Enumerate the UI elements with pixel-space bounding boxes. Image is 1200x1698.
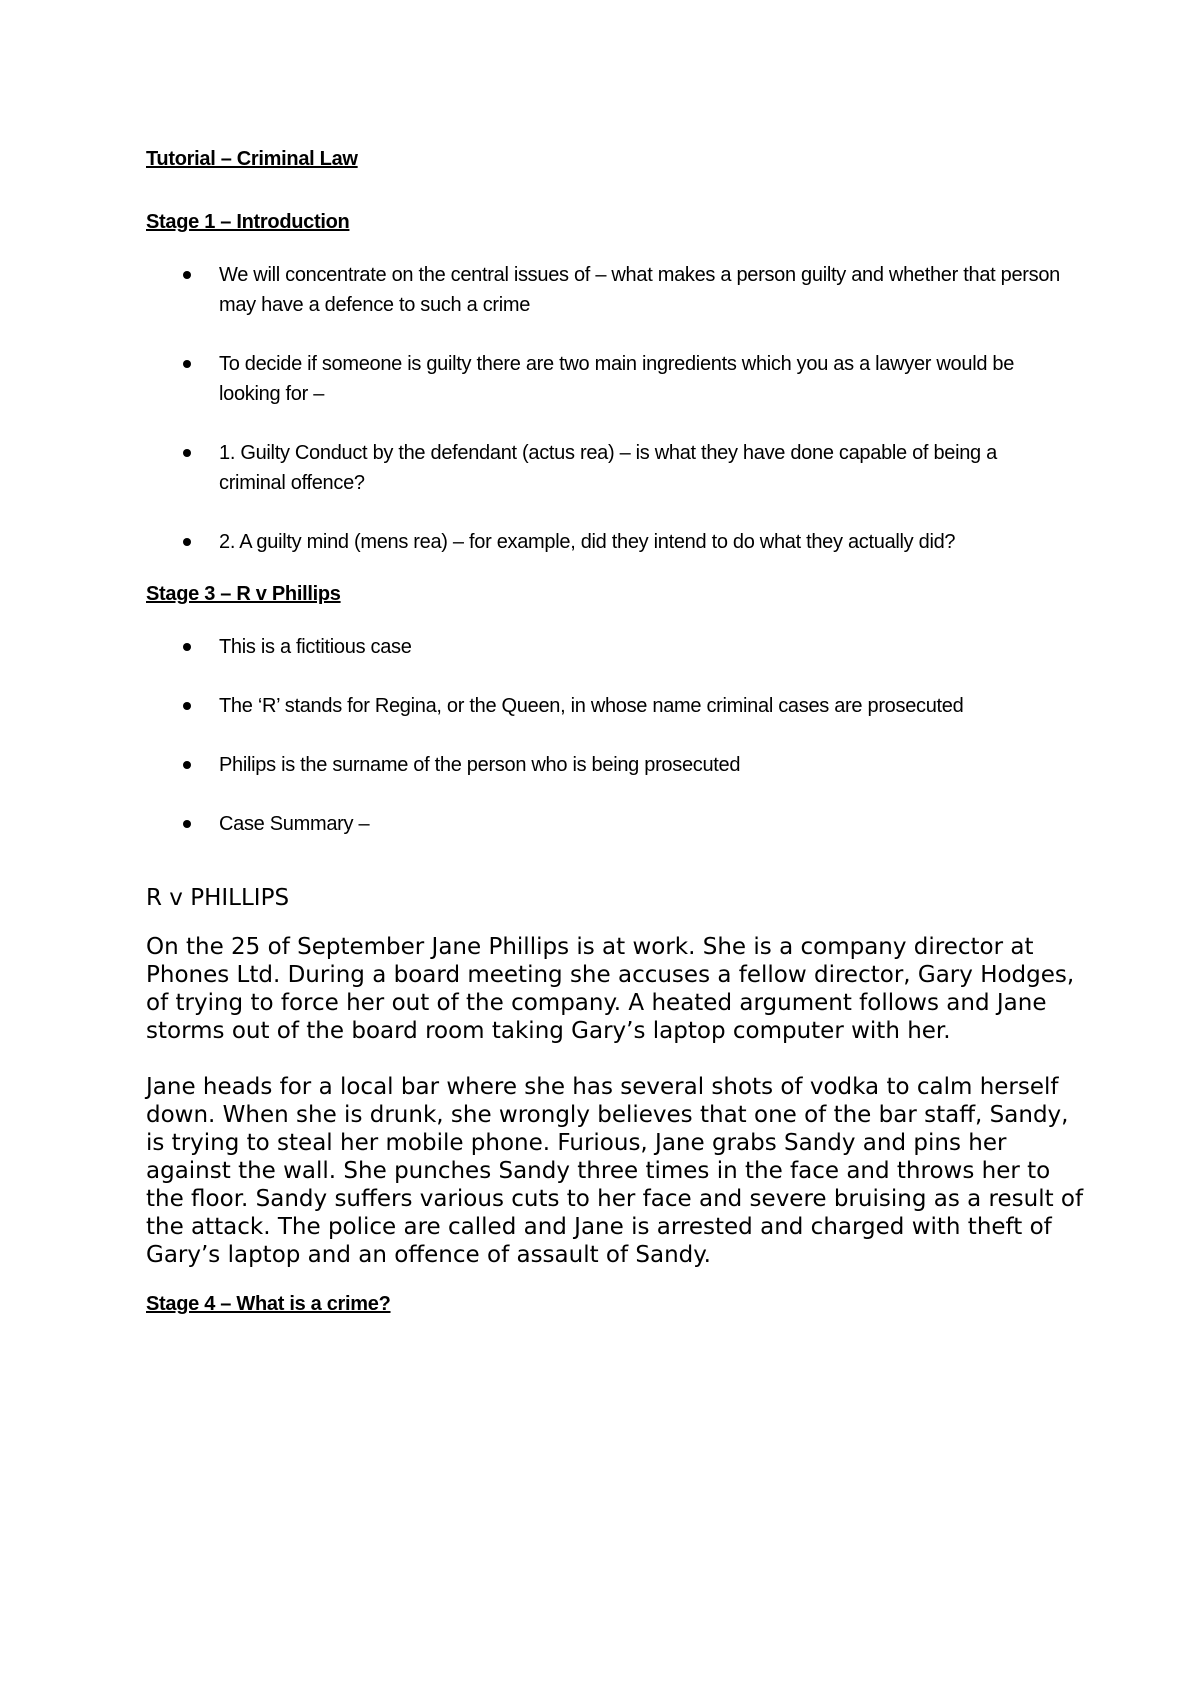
document-content bbox=[146, 140, 1084, 1316]
bullet-icon bbox=[183, 538, 191, 546]
bullet-icon bbox=[183, 643, 191, 651]
list-item-text: 2. A guilty mind (mens rea) – for example, did they intend to do what they actually did? bbox=[219, 531, 956, 553]
list-item-text: Philips is the surname of the person who is being prosecuted bbox=[219, 754, 741, 776]
stage-4-heading: Stage 4 – What is a crime? bbox=[146, 1293, 391, 1315]
list-item bbox=[146, 809, 1066, 839]
bullet-icon bbox=[183, 702, 191, 710]
bullet-icon bbox=[183, 820, 191, 828]
list-item-text: The ‘R’ stands for Regina, or the Queen, in whose name criminal cases are prosecuted bbox=[219, 695, 964, 717]
bullet-icon bbox=[183, 449, 191, 457]
list-item bbox=[146, 691, 1066, 721]
list-item-text: 1. Guilty Conduct by the defendant (actus rea) – is what they have done capable of being a criminal offence? bbox=[219, 442, 997, 494]
list-item bbox=[146, 750, 1066, 780]
list-item bbox=[146, 527, 1066, 557]
list-item-text: Case Summary – bbox=[219, 813, 370, 835]
list-item bbox=[146, 349, 1066, 409]
list-item bbox=[146, 632, 1066, 662]
bullet-icon bbox=[183, 271, 191, 279]
list-item bbox=[146, 260, 1066, 320]
bullet-icon bbox=[183, 360, 191, 368]
case-paragraph: Jane heads for a local bar where she has several shots of vodka to calm herself down. When she is drunk, she wrongly believes that one of the bar staff, Sandy, is trying to steal her mobile phone. Furious, Jane grabs Sandy and pins her against the wall. She punches Sandy three times in the face and throws her to the floor. Sandy suffers various cuts to her face and severe bruising as a result of the attack. The police are called and Jane is arrested and charged with theft of Gary’s laptop and an offence of assault of Sandy. bbox=[146, 1074, 1084, 1268]
case-paragraph: On the 25 of September Jane Phillips is at work. She is a company director at Phones Ltd. During a board meeting she accuses a fellow director, Gary Hodges, of trying to force her out of the company. A heated argument follows and Jane storms out of the board room taking Gary’s laptop computer with her. bbox=[146, 934, 1075, 1044]
list-item-text: We will concentrate on the central issues of – what makes a person guilty and whether that person may have a defence to such a crime bbox=[219, 264, 1061, 316]
list-item-text: To decide if someone is guilty there are two main ingredients which you as a lawyer would be looking for – bbox=[219, 353, 1015, 405]
stage-3-heading: Stage 3 – R v Phillips bbox=[146, 583, 341, 605]
list-item bbox=[146, 438, 1066, 498]
list-item-text: This is a fictitious case bbox=[219, 636, 412, 658]
stage-1-bullet-list bbox=[146, 260, 1066, 557]
bullet-icon bbox=[183, 761, 191, 769]
document-title: Tutorial – Criminal Law bbox=[146, 148, 358, 170]
case-title: R v PHILLIPS bbox=[146, 885, 290, 911]
stage-1-heading: Stage 1 – Introduction bbox=[146, 211, 350, 233]
stage-3-bullet-list bbox=[146, 632, 1066, 839]
